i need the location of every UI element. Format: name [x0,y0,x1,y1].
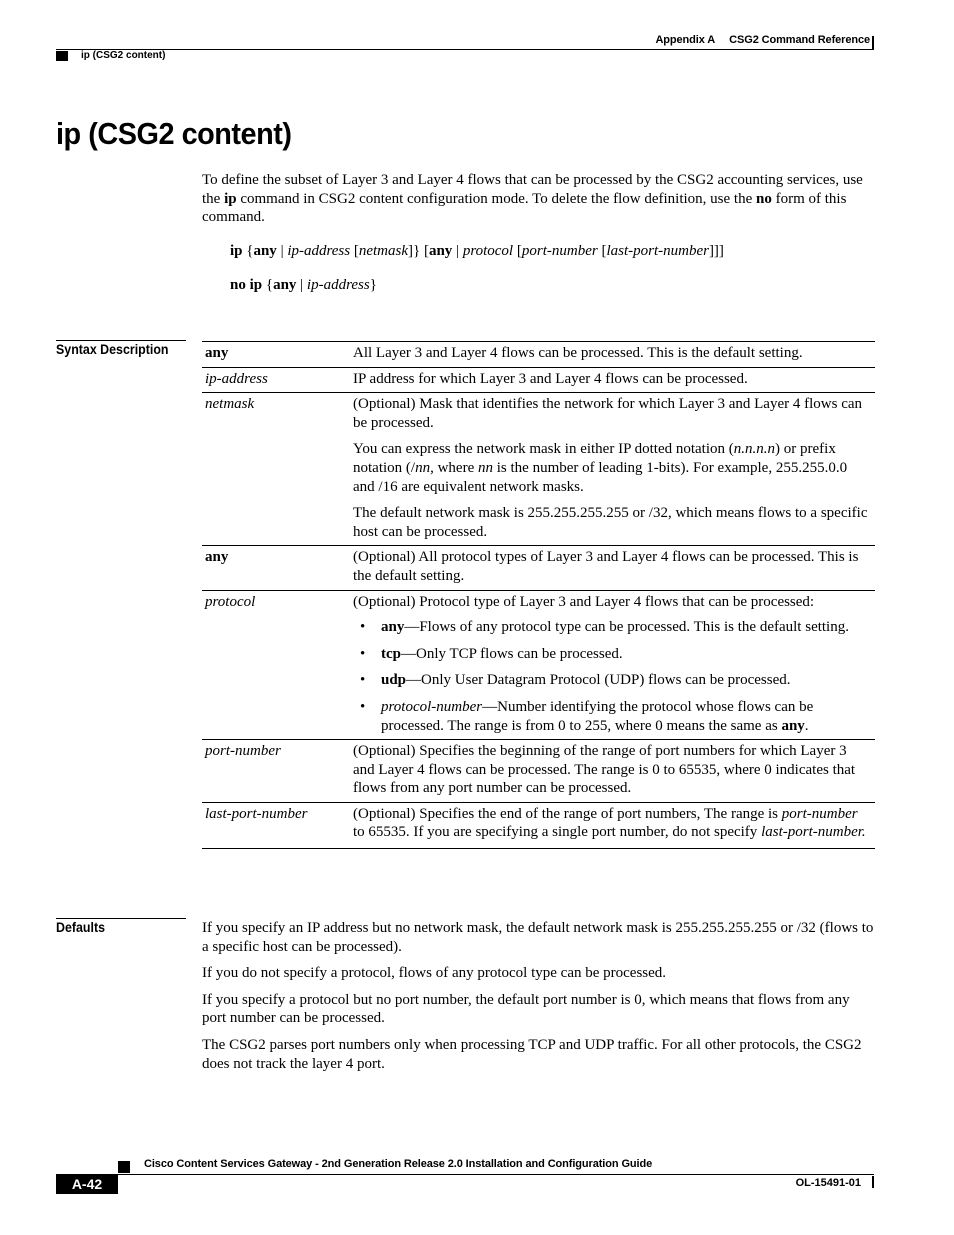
defaults-paragraph: The CSG2 parses port numbers only when processing TCP and UDP traffic. For all other protocols, the CSG2 does not track the layer 4 port. [202,1036,862,1072]
bullet-term: any [381,619,405,636]
param-argument: last-port-number [205,805,308,822]
bullet-text: —Flows of any protocol type can be processed. This is the default setting. [404,619,849,636]
param-name [202,590,353,740]
param-name [202,802,353,848]
section-rule [56,340,186,341]
list-item [360,698,869,735]
param-description [353,367,875,393]
table-row [202,367,875,393]
syntax-sep: } [369,277,377,293]
intro-paragraph [202,171,877,227]
param-argument: netmask [205,396,255,413]
description-text: (Optional) Specifies the beginning of the range of port numbers for which Layer 3 and Layer 4 flows can be processed. The range is 0 to 65535, where 0 indicates that flows from any port number can be processed. [353,743,856,797]
description-text: (Optional) Protocol type of Layer 3 and Layer 4 flows that can be processed: [353,593,815,610]
text-run: You can express the network mask in either IP dotted notation ( [353,441,734,458]
table-row [202,393,875,546]
intro-text: command in CSG2 content configuration mode. To delete the flow definition, use the [236,190,756,207]
running-header [655,34,870,46]
param-argument: ip-address [205,370,268,387]
text-run: (Optional) Specifies the end of the range of port numbers, The range is [353,805,782,822]
description-text: (Optional) All protocol types of Layer 3 and Layer 4 flows can be processed. This is the default setting. [353,549,859,584]
page-title: ip (CSG2 content) [56,116,292,151]
text-run: is the number of leading 1-bits). For example, 255.255.0.0 and /16 are equivalent network masks. [353,459,848,495]
text-italic: last-port-number. [761,824,866,841]
syntax-sep: | [296,277,307,293]
header-vertical-bar [872,36,874,50]
syntax-argument: ip-address [287,243,351,259]
bullet-icon: • [360,645,366,662]
header-rule [56,49,874,50]
defaults-body [202,919,877,1081]
description-text: IP address for which Layer 3 and Layer 4 flows can be processed. [353,370,748,387]
syntax-sep: [ [513,243,522,259]
text-run: to 65535. If you are specifying a single port number, do not specify [353,824,762,841]
bullet-text: . [804,717,809,734]
syntax-sep: | [276,243,288,259]
section-rule [56,918,186,919]
param-name [202,367,353,393]
param-description [353,546,875,590]
param-description [353,802,875,848]
description-text: All Layer 3 and Layer 4 flows can be processed. This is the default setting. [353,345,803,361]
table-row [202,802,875,848]
bullet-icon: • [360,619,366,636]
intro-keyword-no: no [756,190,772,207]
syntax-argument: protocol [462,243,514,259]
page-number: A-42 [56,1174,118,1194]
syntax-keyword: ip [230,243,243,259]
param-description [353,393,875,546]
intro-text: form of this command. [202,190,847,226]
text-run: , where [430,459,478,476]
syntax-keyword: any [253,243,277,259]
param-description [353,342,875,368]
command-syntax-no-ip [230,276,377,295]
bullet-icon: • [360,698,366,715]
table-row [202,590,875,740]
list-item [360,618,869,637]
defaults-heading: Defaults [56,920,106,935]
header-marker [56,51,68,61]
param-name [202,393,353,546]
syntax-argument: port-number [521,243,598,259]
param-name [202,546,353,590]
intro-keyword-ip: ip [224,190,237,207]
bullet-icon: • [360,672,366,689]
list-item [360,671,869,690]
syntax-keyword: no ip [230,277,263,293]
text-italic: n.n.n.n [733,441,776,458]
param-description [353,590,875,740]
table-row [202,546,875,590]
defaults-paragraph: If you specify an IP address but no network mask, the default network mask is 255.255.255.255 or /32 (flows to a specific host can be processed). [202,920,874,955]
table-row [202,342,875,368]
bullet-text: —Only TCP flows can be processed. [401,645,623,662]
text-italic: nn [415,459,431,476]
param-keyword: any [205,345,229,361]
description-text: The default network mask is 255.255.255.255 or /32, which means flows to a specific host can be processed. [353,505,868,540]
footer-guide-title: Cisco Content Services Gateway - 2nd Generation Release 2.0 Installation and Configuration Guide [144,1158,653,1170]
param-description [353,740,875,803]
param-name [202,740,353,803]
text-italic: port-number [781,805,858,822]
header-section: ip (CSG2 content) [81,50,166,61]
syntax-sep: ]} [ [408,243,429,259]
syntax-sep: { [262,277,274,293]
bullet-term: protocol-number [381,698,483,715]
description-text: (Optional) Mask that identifies the network for which Layer 3 and Layer 4 flows can be processed. [353,396,863,431]
intro-text: To define the subset of Layer 3 and Layer 4 flows that can be processed by the CSG2 accounting services, use the [202,172,863,207]
list-item [360,645,869,664]
description-text [353,805,869,842]
bullet-text: —Only User Datagram Protocol (UDP) flows can be processed. [406,672,791,689]
param-argument: protocol [205,593,256,610]
syntax-description-table [202,341,875,849]
syntax-sep: [ [597,243,607,259]
command-syntax-ip [230,242,724,261]
syntax-argument: ip-address [306,277,370,293]
text-run: ) or prefix notation (/ [353,441,836,476]
footer-rule [118,1174,874,1175]
defaults-paragraph: If you do not specify a protocol, flows of any protocol type can be processed. [202,965,667,982]
bullet-text: —Number identifying the protocol whose flows can be processed. The range is from 0 to 255, where 0 means the same as [381,698,814,734]
param-argument: port-number [205,743,281,760]
text-italic: nn [477,459,493,476]
header-chapter: CSG2 Command Reference [729,34,870,46]
footer-vertical-bar [872,1176,874,1188]
syntax-argument: netmask [358,243,409,259]
footer-marker [118,1161,130,1173]
syntax-keyword: any [273,277,297,293]
footer-doc-number: OL-15491-01 [795,1177,861,1189]
syntax-argument: last-port-number [606,243,709,259]
defaults-paragraph: If you specify a protocol but no port number, the default port number is 0, which means that flows from any port number can be processed. [202,991,850,1027]
syntax-sep: ]]] [708,243,724,259]
syntax-sep: | [452,243,463,259]
protocol-bullet-list [353,618,869,735]
syntax-sep: { [242,243,254,259]
param-name [202,342,353,368]
syntax-keyword: any [428,243,453,259]
param-keyword: any [205,549,229,566]
bullet-term: tcp [381,645,401,662]
table-row [202,740,875,803]
bullet-keyword: any [781,717,805,734]
bullet-term: udp [381,672,407,689]
description-text [353,440,869,496]
syntax-sep: [ [350,243,359,259]
syntax-description-heading: Syntax Description [56,342,169,357]
header-appendix: Appendix A [655,34,716,46]
